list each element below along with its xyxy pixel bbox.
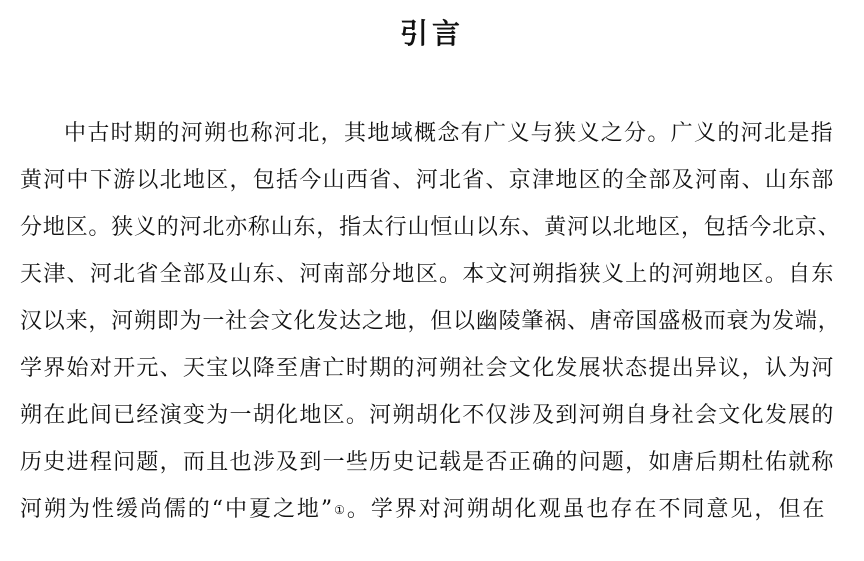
text-line-4	[20, 251, 850, 298]
text-line-6	[20, 345, 850, 392]
body-paragraph	[20, 110, 850, 533]
line-text: 天津、河北省全部及山东、河南部分地区。本文河朔指狭义上的河朔地区。自东	[20, 262, 835, 287]
line-text: 朔在此间已经演变为一胡化地区。河朔胡化不仅涉及到河朔自身社会文化发展的	[20, 403, 835, 428]
line-text-tail: 。学界对河朔胡化观虽也存在不同意见，但在	[346, 497, 827, 522]
text-line-8	[20, 439, 850, 486]
text-line-1	[20, 110, 850, 157]
line-text-head: 河朔为性缓尚儒的“中夏之地”	[20, 497, 335, 522]
line-text: 汉以来，河朔即为一社会文化发达之地，但以幽陵肇祸、唐帝国盛极而衰为发端，	[20, 309, 841, 334]
page-title: 引言	[399, 17, 464, 50]
text-line-2	[20, 157, 850, 204]
line-text: 历史进程问题，而且也涉及到一些历史记载是否正确的问题，如唐后期杜佑就称	[20, 450, 835, 475]
text-line-3	[20, 204, 850, 251]
text-line-9: 河朔为性缓尚儒的“中夏之地” ① 。学界对河朔胡化观虽也存在不同意见，但在	[20, 486, 850, 533]
text-line-5	[20, 298, 850, 345]
line-text: 黄河中下游以北地区，包括今山西省、河北省、京津地区的全部及河南、山东部	[20, 168, 835, 193]
line-text: 分地区。狭义的河北亦称山东，指太行山恒山以东、黄河以北地区，包括今北京、	[20, 215, 841, 240]
line-text: 学界始对开元、天宝以降至唐亡时期的河朔社会文化发展状态提出异议，认为河	[20, 356, 835, 381]
line-text: 中古时期的河朔也称河北，其地域概念有广义与狭义之分。广义的河北是指	[64, 121, 834, 146]
text-line-7	[20, 392, 850, 439]
